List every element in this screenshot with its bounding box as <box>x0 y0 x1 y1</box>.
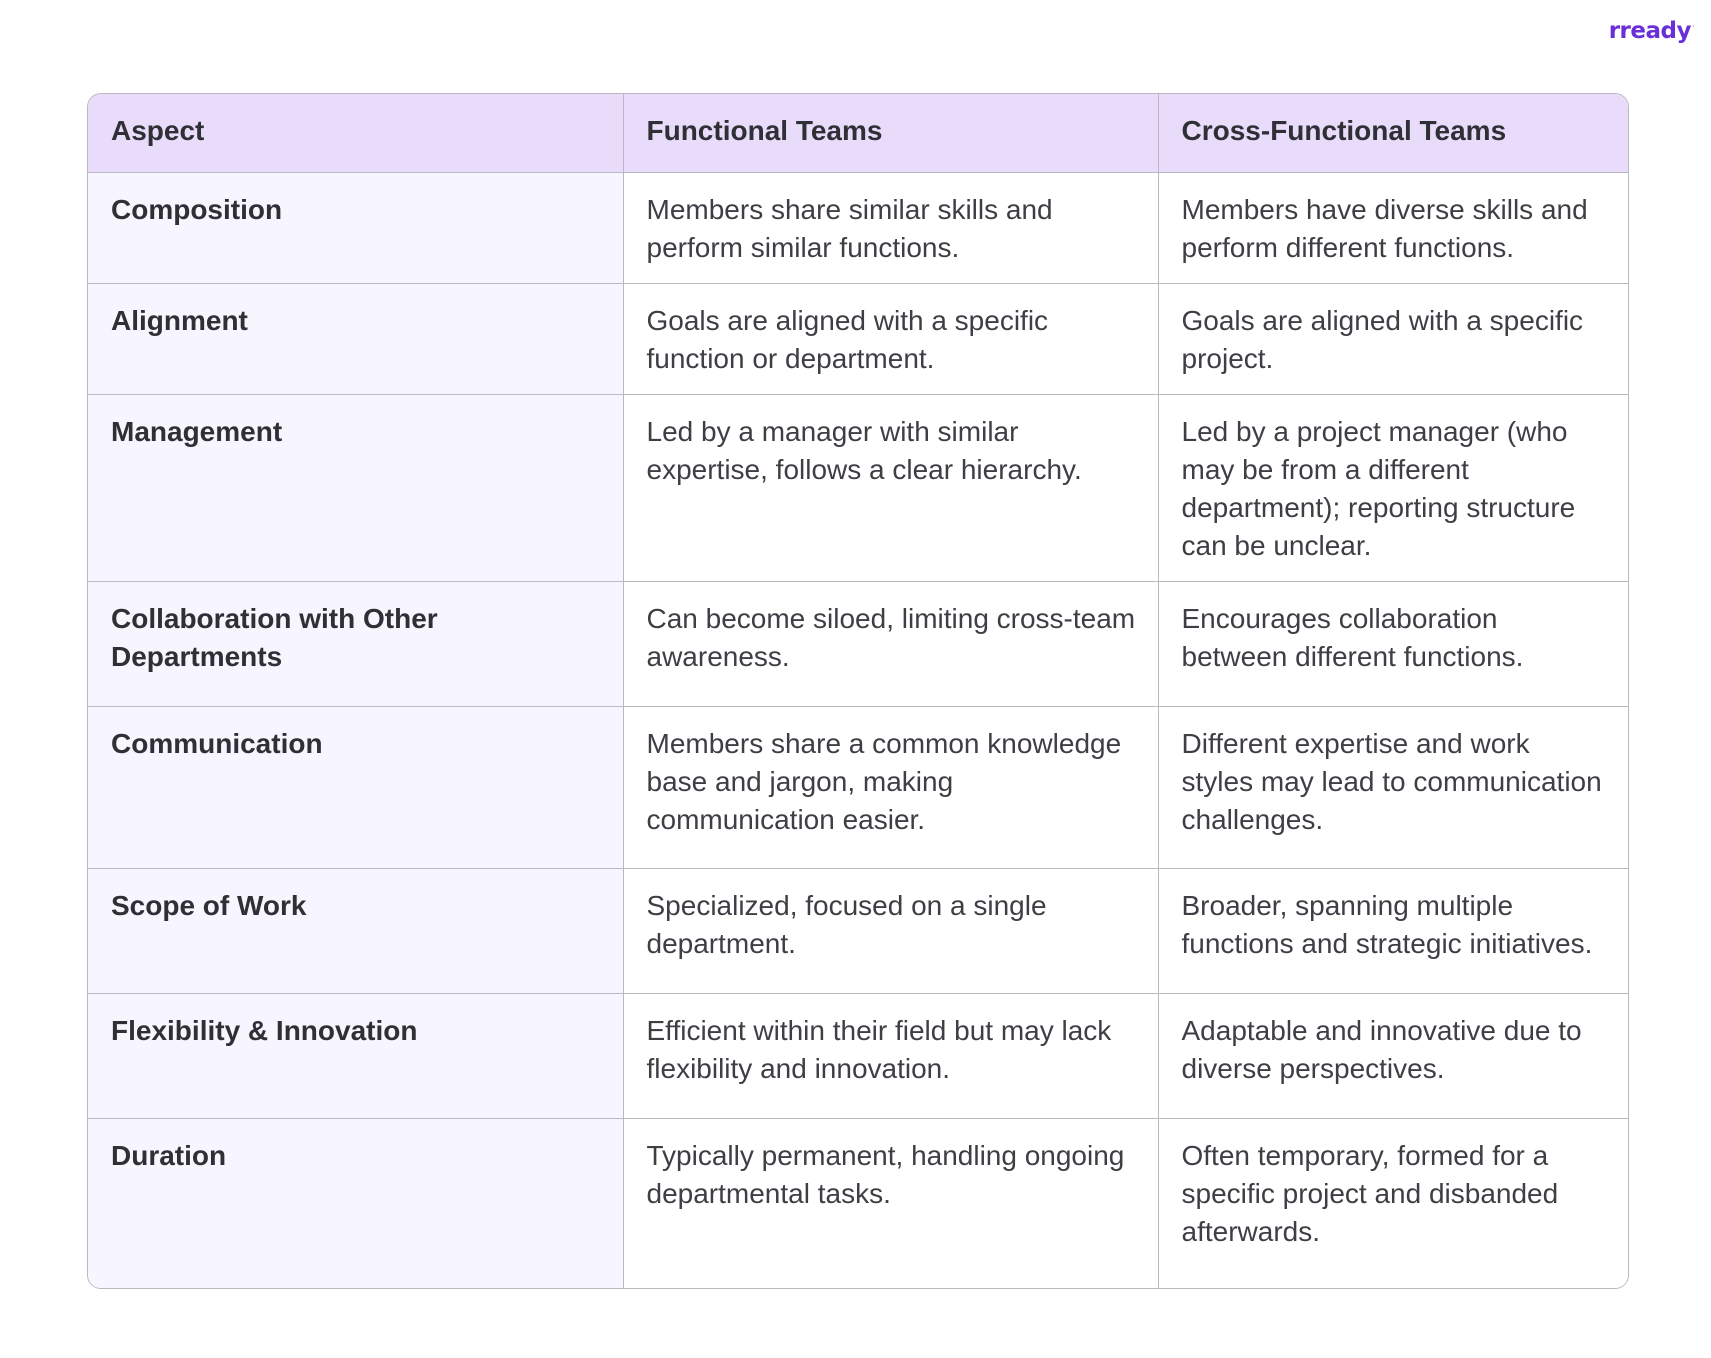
row-aspect: Scope of Work <box>88 869 623 994</box>
functional-cell: Members share a common knowledge base and jargon, making communication easier. <box>623 707 1158 869</box>
table-row <box>88 1119 1628 1289</box>
brand-mark: · <box>1691 22 1694 31</box>
table-row <box>88 869 1628 994</box>
comparison-table <box>87 93 1629 1289</box>
row-aspect: Communication <box>88 707 623 869</box>
functional-cell: Goals are aligned with a specific function or department. <box>623 284 1158 395</box>
table-header-row <box>88 94 1628 173</box>
cross-functional-cell: Often temporary, formed for a specific project and disbanded afterwards. <box>1158 1119 1628 1289</box>
cross-functional-cell: Adaptable and innovative due to diverse perspectives. <box>1158 994 1628 1119</box>
row-aspect: Composition <box>88 173 623 284</box>
brand-logo <box>1609 18 1693 44</box>
table-row <box>88 994 1628 1119</box>
cross-functional-cell: Broader, spanning multiple functions and strategic initiatives. <box>1158 869 1628 994</box>
functional-cell: Members share similar skills and perform similar functions. <box>623 173 1158 284</box>
row-aspect: Collaboration with Other Departments <box>88 582 623 707</box>
functional-cell: Typically permanent, handling ongoing departmental tasks. <box>623 1119 1158 1289</box>
row-aspect: Management <box>88 395 623 582</box>
cross-functional-cell: Goals are aligned with a specific project. <box>1158 284 1628 395</box>
table-row <box>88 395 1628 582</box>
functional-cell: Led by a manager with similar expertise, follows a clear hierarchy. <box>623 395 1158 582</box>
header-cross-functional-teams: Cross-Functional Teams <box>1158 94 1628 173</box>
cross-functional-cell: Different expertise and work styles may lead to communication challenges. <box>1158 707 1628 869</box>
functional-cell: Can become siloed, limiting cross-team awareness. <box>623 582 1158 707</box>
table-row <box>88 582 1628 707</box>
brand-name: rready <box>1608 18 1691 44</box>
cross-functional-cell: Encourages collaboration between different functions. <box>1158 582 1628 707</box>
table-row <box>88 173 1628 284</box>
row-aspect: Alignment <box>88 284 623 395</box>
row-aspect: Flexibility & Innovation <box>88 994 623 1119</box>
table-row <box>88 284 1628 395</box>
functional-cell: Specialized, focused on a single department. <box>623 869 1158 994</box>
table-row <box>88 707 1628 869</box>
cross-functional-cell: Led by a project manager (who may be from a different department); reporting structure can be unclear. <box>1158 395 1628 582</box>
functional-cell: Efficient within their field but may lack flexibility and innovation. <box>623 994 1158 1119</box>
header-aspect: Aspect <box>88 94 623 173</box>
cross-functional-cell: Members have diverse skills and perform different functions. <box>1158 173 1628 284</box>
row-aspect: Duration <box>88 1119 623 1289</box>
header-functional-teams: Functional Teams <box>623 94 1158 173</box>
